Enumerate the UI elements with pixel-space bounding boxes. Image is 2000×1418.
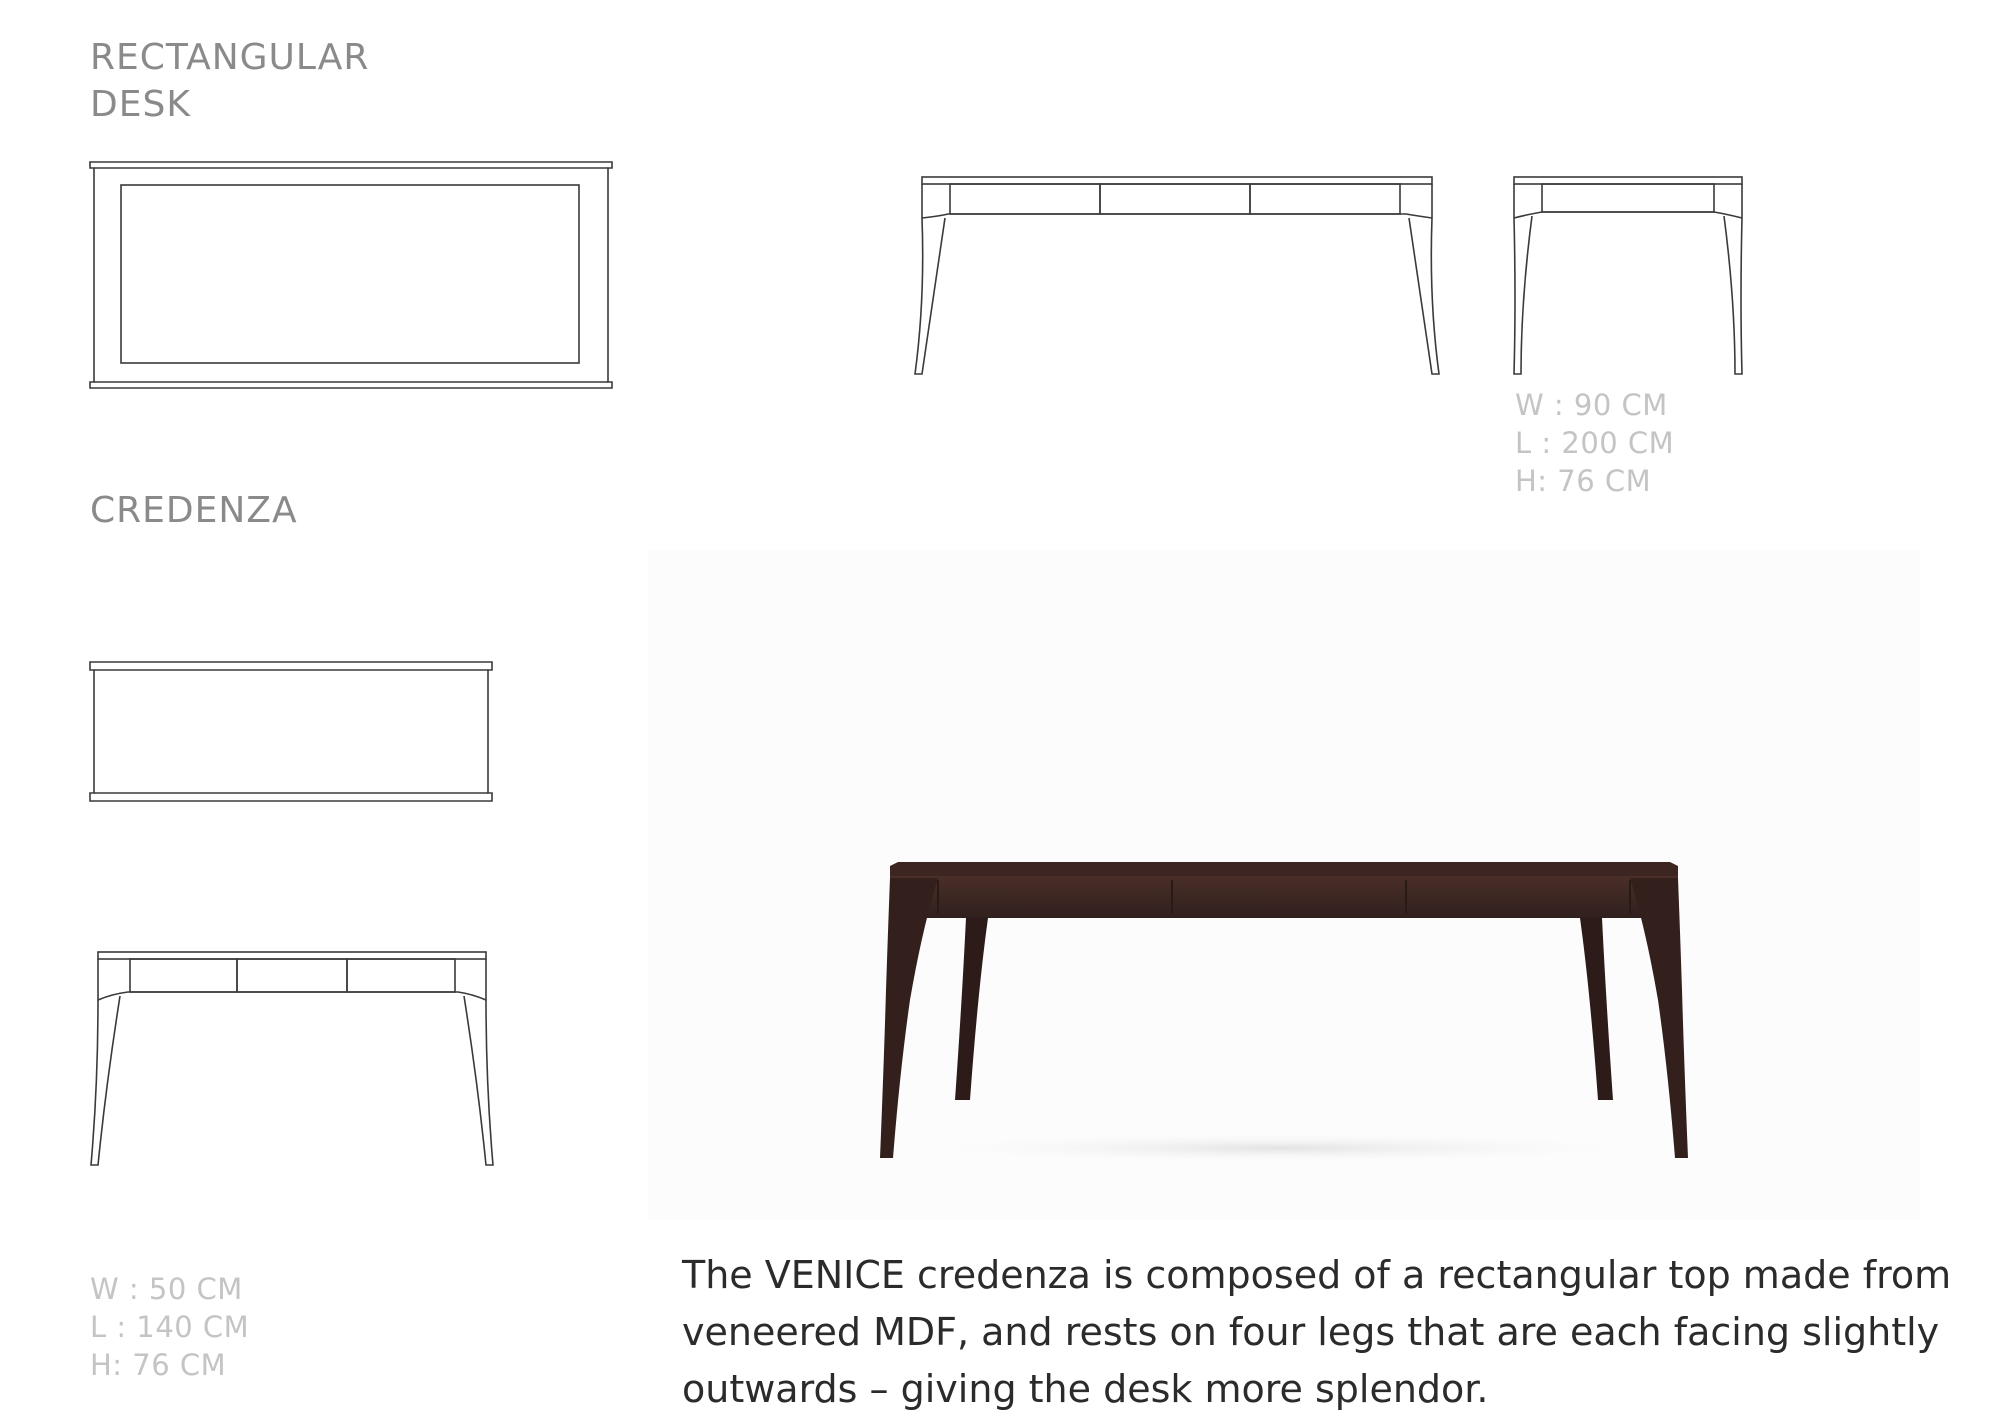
rear-left-leg — [955, 918, 988, 1100]
credenza-heading: CREDENZA — [90, 490, 298, 531]
credenza-dimensions — [90, 1270, 249, 1384]
credenza-length: L : 140 CM — [90, 1310, 250, 1344]
desk-top-view-drawing — [80, 155, 620, 395]
desk-heading-line1: RECTANGULAR — [90, 37, 370, 78]
product-description: The VENICE credenza is composed of a rectangular top made from veneered MDF, and rests on four legs that are each facing slightly outwards – giving the desk more splendor. — [682, 1253, 1952, 1411]
desk-dimensions — [1515, 386, 1674, 500]
credenza-top-view-drawing — [80, 655, 500, 815]
desk-front-elevation-drawing — [900, 170, 1450, 380]
desk-width: W : 90 CM — [1515, 388, 1668, 422]
desk-height: H: 76 CM — [1515, 464, 1652, 498]
desk-side-elevation-drawing — [1500, 170, 1760, 380]
desk-length: L : 200 CM — [1515, 426, 1675, 460]
credenza-width: W : 50 CM — [90, 1272, 243, 1306]
desk-heading-line2: DESK — [90, 84, 191, 125]
front-right-leg — [1630, 878, 1688, 1158]
credenza-apron — [890, 876, 1678, 918]
front-left-leg — [880, 878, 938, 1158]
rear-right-leg — [1580, 918, 1613, 1100]
venice-credenza-product-image — [860, 840, 1700, 1170]
credenza-top-slab — [890, 862, 1678, 878]
credenza-height: H: 76 CM — [90, 1348, 227, 1382]
floor-shadow — [880, 1132, 1680, 1164]
credenza-front-elevation-drawing — [80, 945, 500, 1175]
desk-heading — [90, 34, 369, 128]
